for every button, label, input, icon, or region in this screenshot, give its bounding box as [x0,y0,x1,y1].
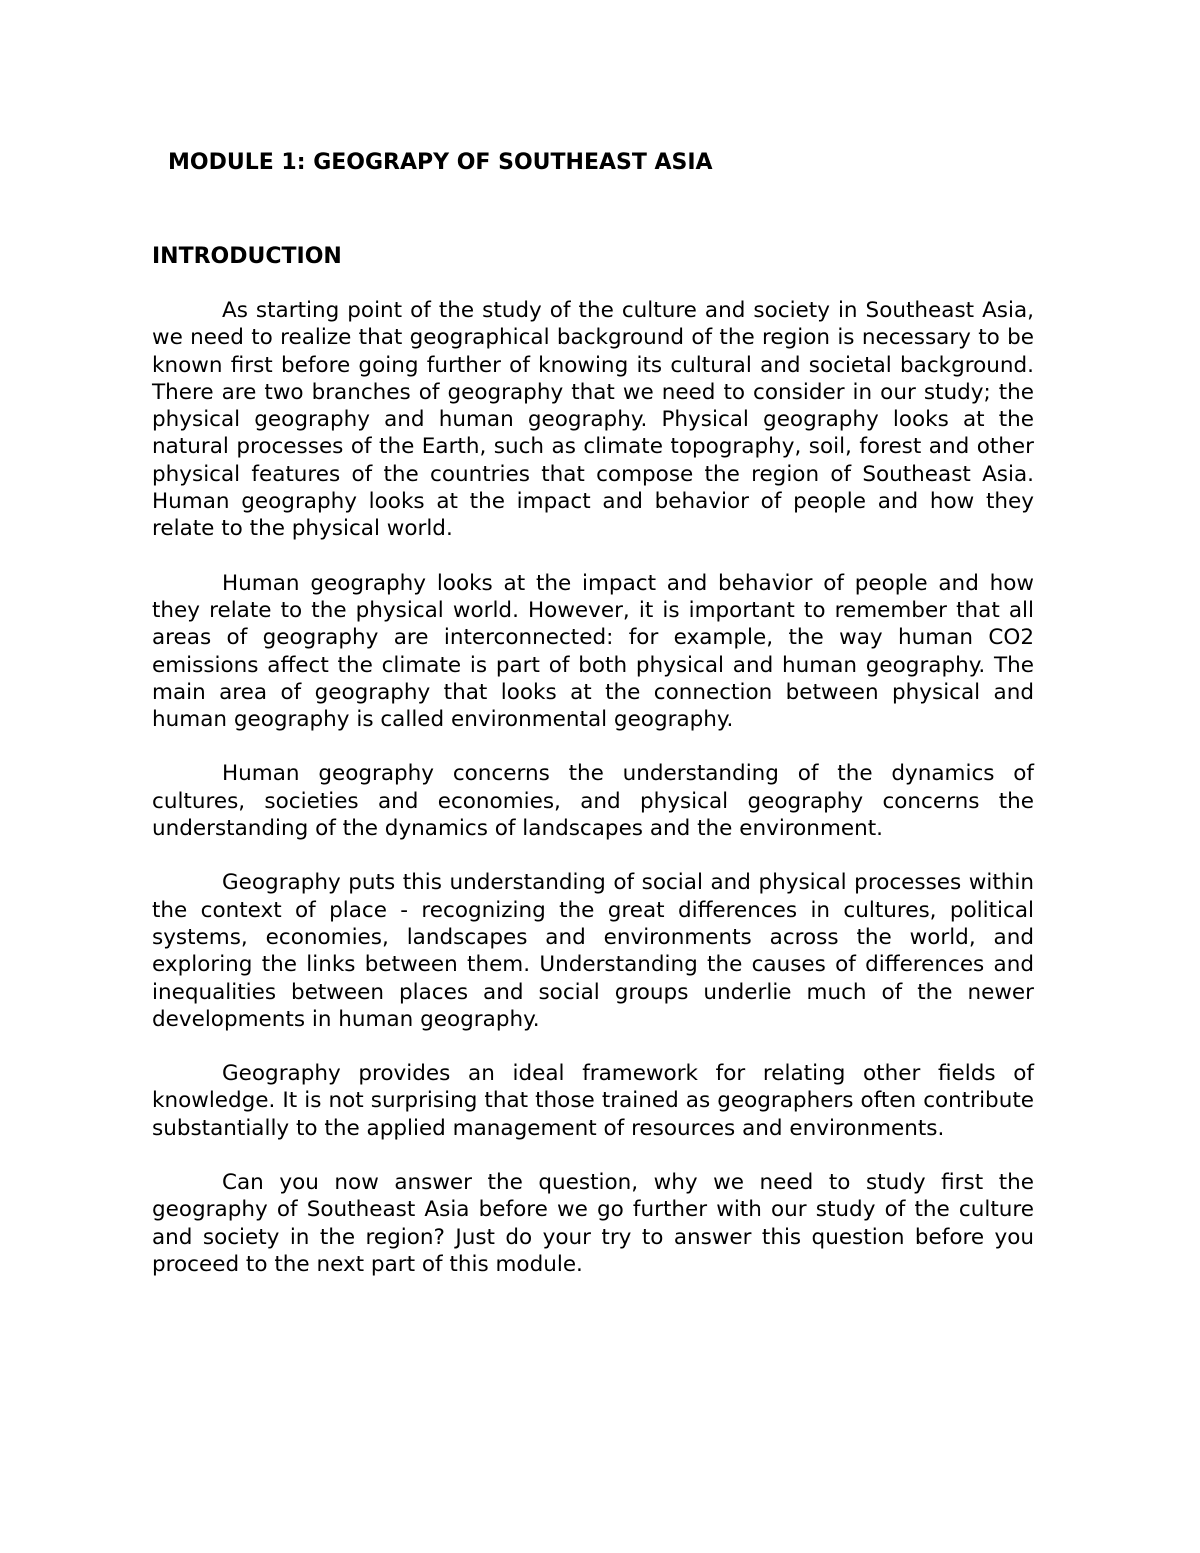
body-text [152,297,1034,1305]
paragraph: Can you now answer the question, why we need to study first the geography of Southeast Asia before we go further with our study of the culture and society in the region? Just do your try to answer this question before you proceed to the next part of this module. [152,1170,1034,1277]
paragraph: Human geography looks at the impact and behavior of people and how they relate to the physical world. However, it is important to remember that all areas of geography are interconnected: for example, the way human CO2 emissions affect the climate is part of both physical and human geography. The main area of geography that looks at the connection between physical and human geography is called environmental geography. [152,570,1034,733]
paragraph: As starting point of the study of the culture and society in Southeast Asia, we need to realize that geographical background of the region is necessary to be known first before going further of knowing its cultural and societal background. There are two branches of geography that we need to consider in our study; the physical geography and human geography. Physical geography looks at the natural processes of the Earth, such as climate topography, soil, forest and other physical features of the countries that compose the region of Southeast Asia. Human geography looks at the impact and behavior of people and how they relate to the physical world. [152,298,1034,542]
paragraph: Human geography concerns the understanding of the dynamics of cultures, societies and economies, and physical geography concerns the understanding of the dynamics of landscapes and the environment. [152,761,1034,842]
module-title: MODULE 1: GEOGRAPY OF SOUTHEAST ASIA [168,150,713,175]
section-heading-introduction: INTRODUCTION [152,244,342,269]
paragraph: Geography puts this understanding of social and physical processes within the context of place - recognizing the great differences in cultures, political systems, economies, landscapes and environments across the world, and exploring the links between them. Understanding the causes of differences and inequalities between places and social groups underlie much of the newer developments in human geography. [152,870,1034,1032]
paragraph: Geography provides an ideal framework for relating other fields of knowledge. It is not surprising that those trained as geographers often contribute substantially to the applied management of resources and environments. [152,1061,1034,1141]
